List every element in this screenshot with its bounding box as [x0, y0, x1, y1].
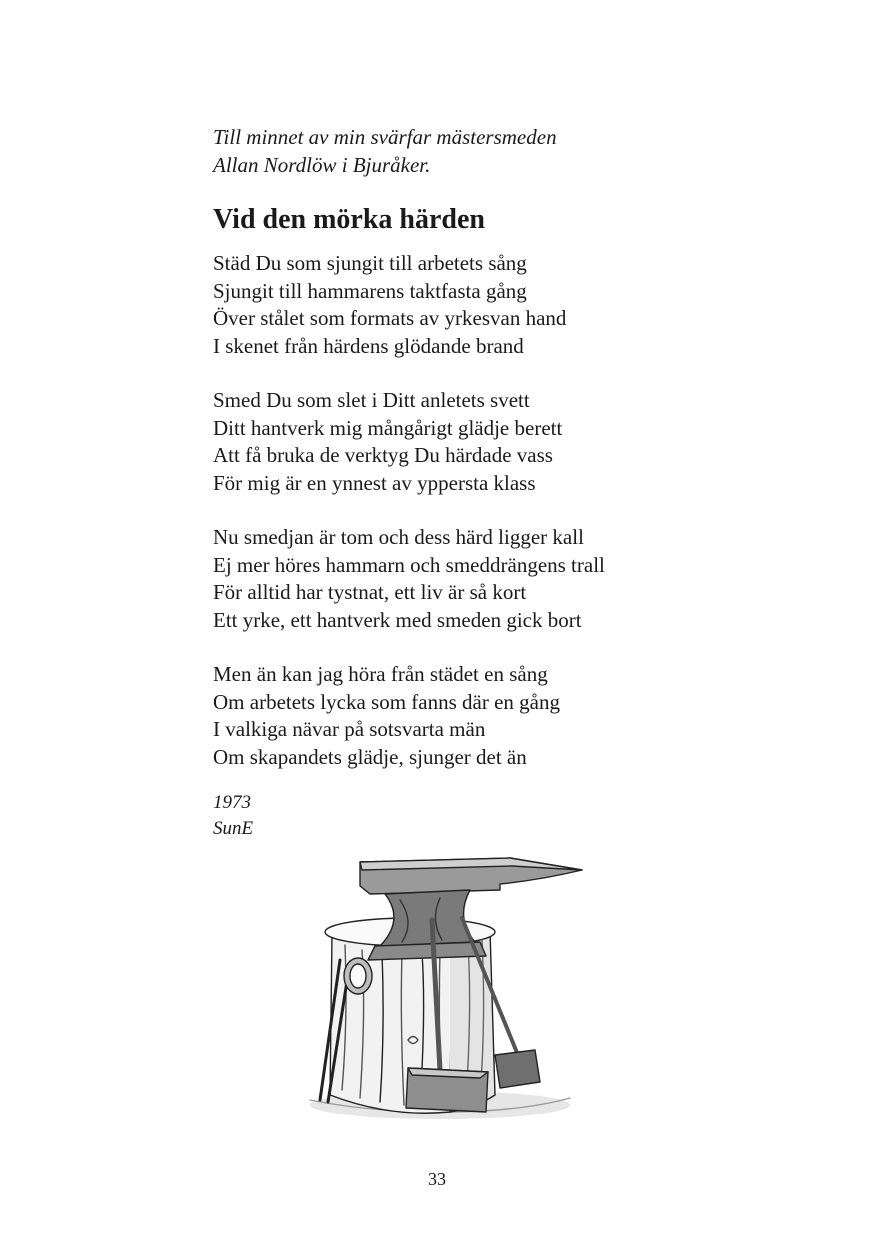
stanza	[213, 387, 833, 497]
dedication	[213, 123, 813, 179]
stanza	[213, 250, 833, 360]
poem-body	[213, 250, 833, 798]
anvil-icon	[290, 850, 590, 1130]
poem-line: Städ Du som sjungit till arbetets sång	[213, 251, 527, 275]
poem-line: I skenet från härdens glödande brand	[213, 333, 524, 358]
poem-line: Ditt hantverk mig mångårigt glädje berett	[213, 415, 563, 440]
poem-line: Över stålet som formats av yrkesvan hand	[213, 306, 567, 330]
poem-line: Ej mer höres hammarn och smeddrängens trall	[213, 552, 605, 577]
anvil-illustration	[290, 850, 590, 1130]
poem-line: Men än kan jag höra från städet en sång	[213, 662, 548, 686]
poem-line: Nu smedjan är tom och dess härd ligger kall	[213, 525, 584, 549]
dedication-line-2: Allan Nordlöw i Bjuråker.	[213, 153, 431, 177]
signature-year: 1973	[213, 792, 251, 813]
poem-line: Om arbetets lycka som fanns där en gång	[213, 689, 560, 714]
dedication-line-1: Till minnet av min svärfar mästersmeden	[213, 125, 557, 149]
poem-line: Sjungit till hammarens taktfasta gång	[213, 278, 527, 303]
stanza	[213, 661, 833, 771]
poem-line: Ett yrke, ett hantverk med smeden gick bort	[213, 607, 582, 632]
poem-line: Att få bruka de verktyg Du härdade vass	[213, 443, 553, 467]
poem-line: Smed Du som slet i Ditt anletets svett	[213, 388, 530, 412]
poem-line: I valkiga nävar på sotsvarta män	[213, 717, 486, 741]
signature-author: SunE	[213, 818, 254, 839]
poem-line: För mig är en ynnest av yppersta klass	[213, 470, 536, 495]
signature	[213, 790, 513, 842]
poem-line: För alltid har tystnat, ett liv är så kort	[213, 580, 527, 604]
poem-line: Om skapandets glädje, sjunger det än	[213, 744, 527, 769]
stanza	[213, 524, 833, 634]
poem-title: Vid den mörka härden	[213, 204, 486, 235]
page-number: 33	[428, 1169, 446, 1189]
